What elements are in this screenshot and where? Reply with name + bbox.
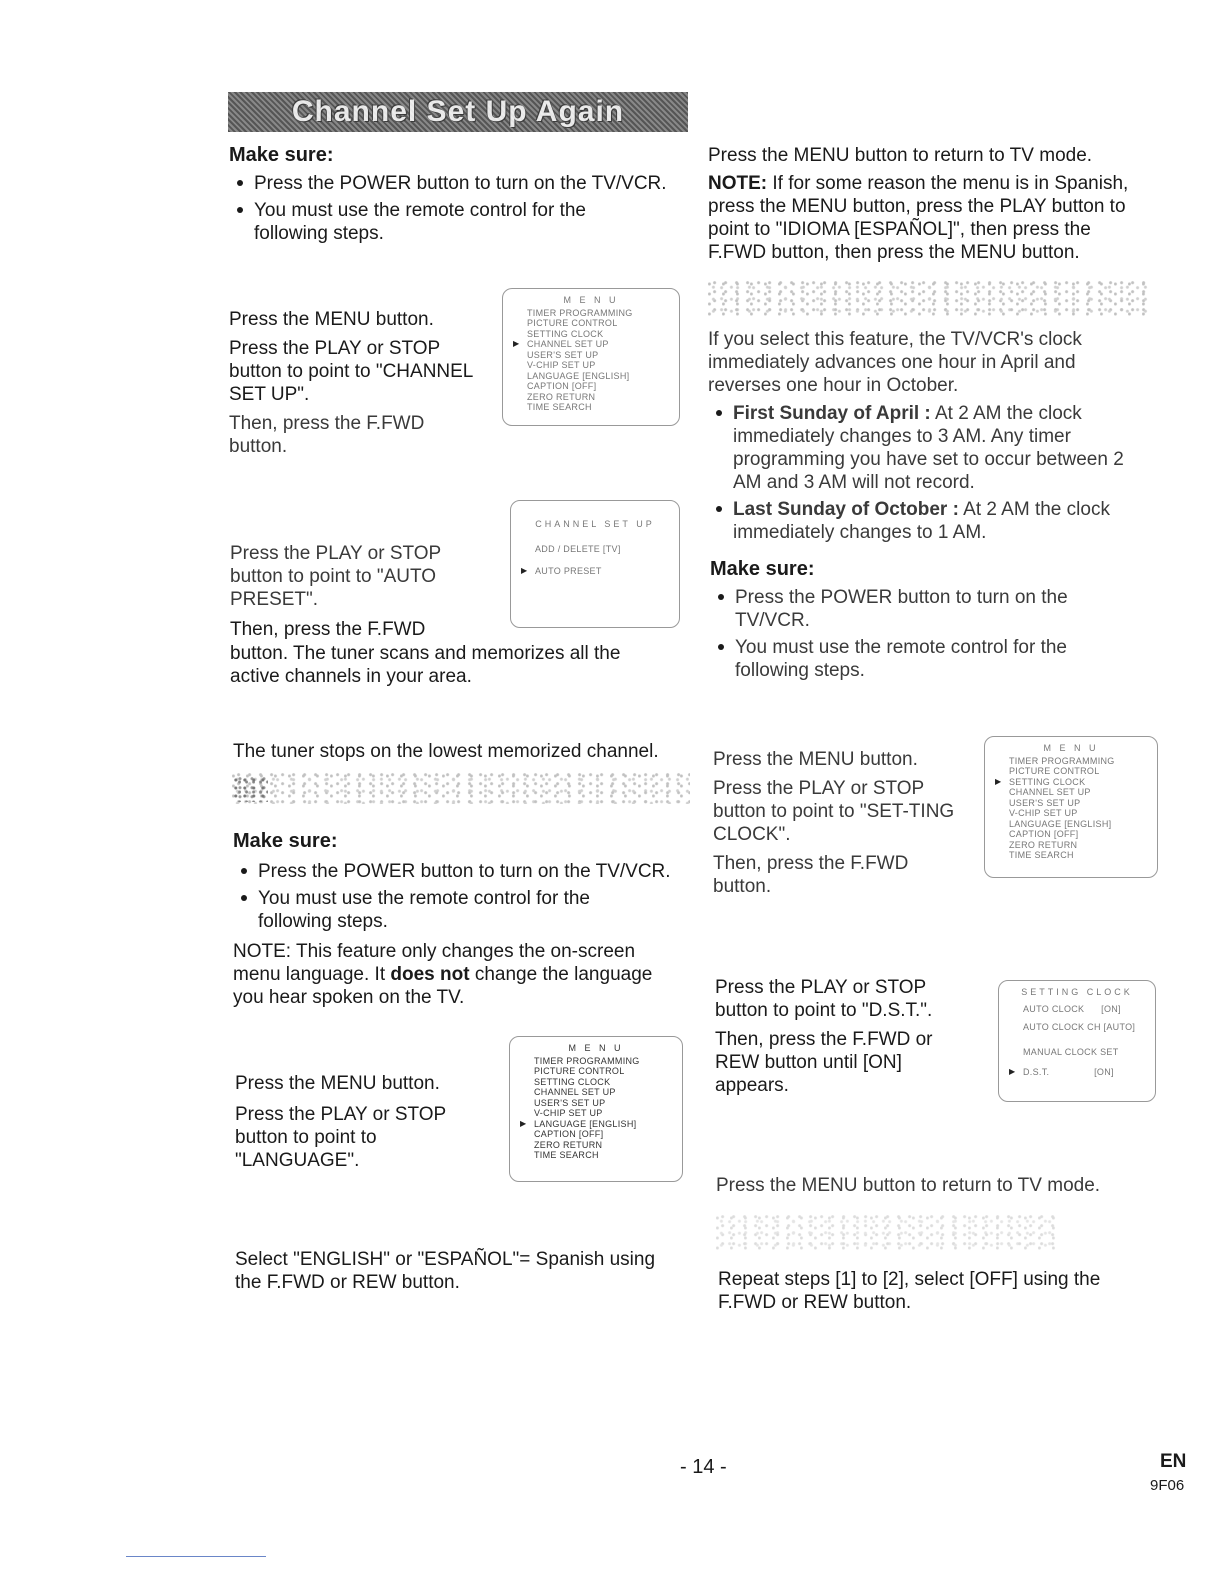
dst-label: First Sunday of April : (733, 403, 931, 424)
screen-item: PICTURE CONTROL (1009, 766, 1100, 776)
dst-banner-faded (708, 280, 1148, 316)
screen-item: CAPTION [OFF] (534, 1129, 604, 1139)
screen-item: TIMER PROGRAMMING (1009, 755, 1115, 766)
list-item (708, 402, 1148, 494)
screen-item-selected: ▶ D.S.T. [ON] (1023, 1067, 1147, 1078)
footer-rule (126, 1556, 266, 1557)
screen-item: USER'S SET UP (527, 349, 599, 360)
step-text: Then, press the F.FWD button. (229, 413, 425, 457)
repeat-steps-text: Repeat steps [1] to [2], select [OFF] using the F.FWD or REW button. (718, 1269, 1101, 1313)
screen-item: PICTURE CONTROL (534, 1066, 625, 1076)
list-item: You must use the remote control for the following steps. (233, 887, 638, 933)
screen-item: TIMER PROGRAMMING (527, 307, 633, 318)
dst-text: At 2 AM the clock immediately changes to 1 AM. (733, 499, 1110, 543)
faded-banner (716, 1214, 1056, 1250)
model-code: 9F06 (1150, 1477, 1185, 1494)
language-note (233, 940, 683, 1009)
screen-item: ZERO RETURN (1009, 839, 1078, 850)
step-setting-clock (713, 748, 963, 898)
screen-item: V-CHIP SET UP (1009, 808, 1078, 818)
make-sure-list (710, 586, 1110, 686)
tuner-stops-text: The tuner stops on the lowest memorized channel. (233, 741, 659, 762)
step-language (235, 1072, 495, 1172)
screen-item: TIME SEARCH (527, 402, 592, 412)
menu-screen-clock (984, 736, 1158, 878)
screen-item: PICTURE CONTROL (527, 318, 618, 328)
screen-item-selected: ▶ LANGUAGE [ENGLISH] (534, 1119, 674, 1130)
screen-item: V-CHIP SET UP (527, 360, 596, 370)
step-channel-setup (229, 308, 484, 458)
dst-label: Last Sunday of October : (733, 499, 959, 520)
screen-item: USER'S SET UP (1009, 797, 1081, 808)
screen-title: SETTING CLOCK (1021, 987, 1133, 997)
step-text: Press the PLAY or STOP button to point to "D.S.T.". (715, 977, 933, 1021)
step-text: Press the MENU button. (235, 1073, 440, 1094)
screen-item: V-CHIP SET UP (534, 1108, 603, 1118)
screen-title: M E N U (1043, 743, 1099, 753)
section-banner (228, 92, 688, 132)
list-item: You must use the remote control for the following steps. (710, 636, 1110, 682)
make-sure-heading: Make sure: (710, 558, 815, 580)
menu-screen-language (509, 1036, 683, 1182)
list-item: You must use the remote control for the following steps. (229, 199, 634, 245)
screen-title: M E N U (568, 1043, 624, 1053)
screen-item: MANUAL CLOCK SET (1023, 1046, 1119, 1057)
screen-item: AUTO CLOCK [ON] (1023, 1003, 1121, 1014)
screen-item: TIMER PROGRAMMING (534, 1055, 640, 1066)
select-language-text: Select "ENGLISH" or "ESPAÑOL"= Spanish using the F.FWD or REW button. (235, 1249, 656, 1293)
setting-clock-screen (998, 980, 1156, 1102)
make-sure-heading: Make sure: (229, 144, 334, 166)
screen-item: ADD / DELETE [TV] (535, 543, 621, 554)
screen-item: USER'S SET UP (534, 1097, 606, 1108)
list-item (708, 498, 1148, 544)
step-text: Then, press the F.FWD button. (713, 853, 909, 897)
list-item: Press the POWER button to turn on the TV/VCR. (229, 172, 689, 195)
spanish-note (708, 172, 1153, 264)
step-text: button. The tuner scans and memorizes all the active channels in your area. (230, 643, 621, 687)
step-text: Then, press the F.FWD (230, 619, 426, 640)
screen-item-selected: ▶ AUTO PRESET (535, 566, 671, 577)
screen-item: CHANNEL SET UP (1009, 787, 1091, 797)
list-item: Press the POWER button to turn on the TV/VCR. (233, 860, 693, 883)
screen-item: CAPTION [OFF] (1009, 829, 1079, 839)
banner-title: Channel Set Up Again (291, 95, 625, 128)
step-auto-preset (230, 542, 480, 617)
step-text: Press the PLAY or STOP button to point to "CHANNEL SET UP". (229, 338, 473, 405)
make-sure-list (233, 860, 693, 937)
screen-item: ZERO RETURN (527, 391, 596, 402)
step-text: Press the MENU button. (229, 309, 434, 330)
screen-item: LANGUAGE [ENGLISH] (1009, 818, 1112, 829)
screen-item: AUTO CLOCK CH [AUTO] (1023, 1022, 1136, 1032)
dst-intro: If you select this feature, the TV/VCR's clock immediately advances one hour in April and reverses one hour in October. (708, 329, 1082, 396)
page-number: - 14 - (680, 1456, 727, 1478)
menu-screen-channel (502, 288, 680, 426)
screen-item: CHANNEL SET UP (534, 1087, 616, 1097)
screen-item-selected: ▶ SETTING CLOCK (1009, 777, 1149, 788)
make-sure-heading: Make sure: (233, 830, 338, 852)
step-text: Press the PLAY or STOP button to point to "SET-TING CLOCK". (713, 778, 955, 845)
screen-title: CHANNEL SET UP (535, 519, 655, 529)
step-text: Then, press the F.FWD or REW button until [ON] appears. (715, 1029, 933, 1096)
banner-fragment (234, 776, 268, 802)
screen-item: ZERO RETURN (534, 1139, 603, 1150)
step-text: Press the PLAY or STOP button to point to "LANGUAGE". (235, 1104, 446, 1171)
note-label: NOTE: (708, 173, 768, 194)
note-text: If for some reason the menu is in Spanish, press the MENU button, press the PLAY button to point to "IDIOMA [ESPAÑOL]", then press the F.FWD button, then press the MENU button. (708, 173, 1129, 263)
list-item: Press the POWER button to turn on the TV/VCR. (710, 586, 1110, 632)
make-sure-list (229, 172, 689, 249)
return-tv-text: Press the MENU button to return to TV mode. (708, 145, 1093, 166)
screen-item: TIME SEARCH (1009, 850, 1074, 860)
note-text: NOTE: This feature only changes the on-screen menu language. It (233, 941, 636, 985)
channel-setup-screen (510, 500, 680, 628)
return-tv-text: Press the MENU button to return to TV mode. (716, 1175, 1101, 1196)
dst-list (708, 402, 1148, 548)
screen-item: TIME SEARCH (534, 1150, 599, 1160)
language-banner-faded (232, 772, 690, 804)
dst-text: At 2 AM the clock immediately changes to 3 AM. Any timer programming you have set to occur between 2 AM and 3 AM will not record. (733, 403, 1124, 493)
screen-item: SETTING CLOCK (527, 328, 604, 339)
screen-item: CAPTION [OFF] (527, 381, 597, 391)
note-text: change the language you hear spoken on the TV. (233, 964, 653, 1008)
screen-item-selected: ▶ CHANNEL SET UP (527, 339, 671, 350)
language-code: EN (1160, 1451, 1187, 1472)
screen-title: M E N U (563, 295, 619, 305)
note-emphasis: does not (390, 964, 470, 985)
screen-item: SETTING CLOCK (534, 1076, 611, 1087)
screen-item: LANGUAGE [ENGLISH] (527, 370, 630, 381)
step-text: Press the MENU button. (713, 749, 918, 770)
step-dst (715, 976, 965, 1097)
step-text: Press the PLAY or STOP button to point to "AUTO PRESET". (230, 543, 441, 610)
